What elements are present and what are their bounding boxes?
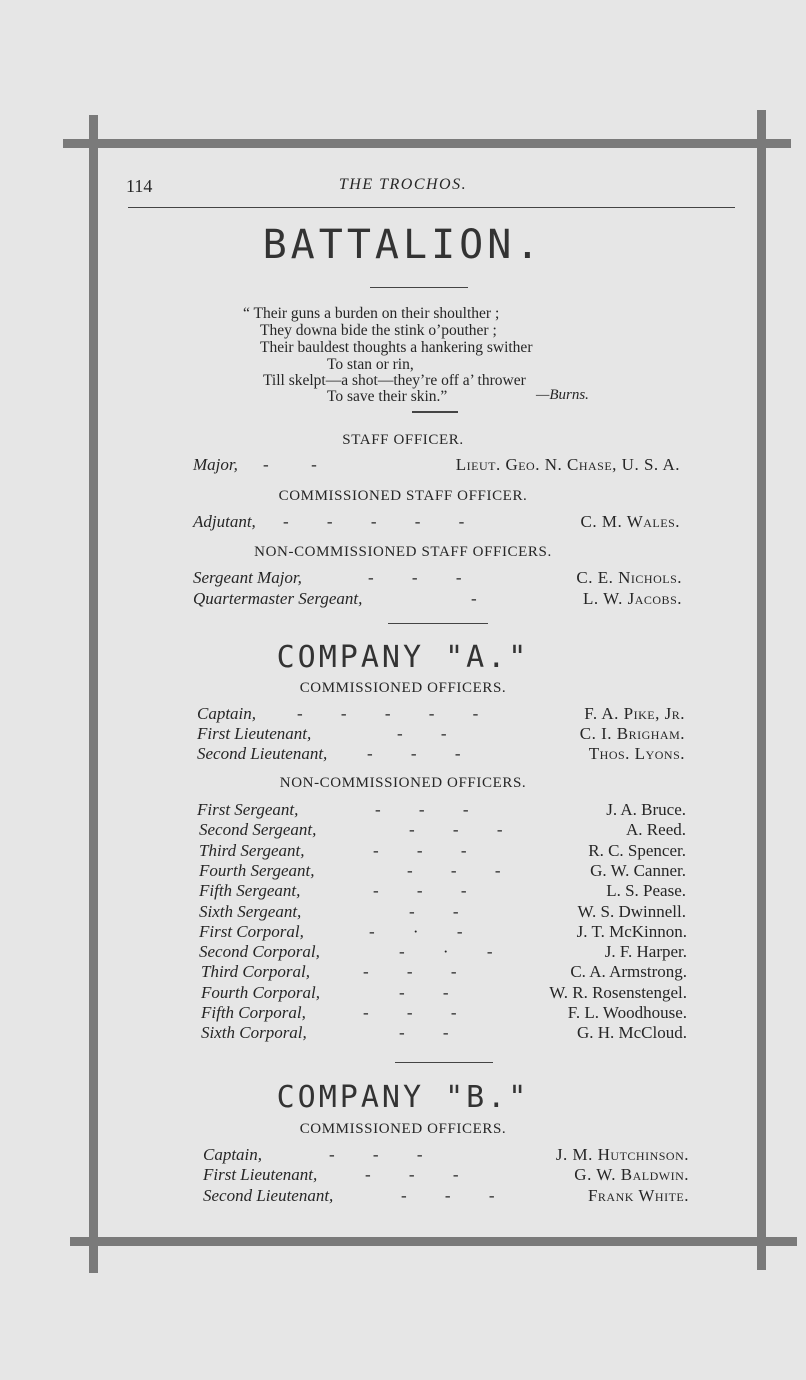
officer-name: Frank White. (587, 1186, 689, 1205)
officer-row (199, 902, 686, 922)
leader-dashes: - - - (367, 744, 461, 763)
company-a-title: COMPANY "A." (276, 640, 530, 675)
staff-officer-heading: STAFF OFFICER. (342, 432, 464, 448)
leader-dashes: - - (263, 455, 317, 474)
officer-name: R. C. Spencer. (588, 841, 686, 860)
officer-role: First Lieutenant, (203, 1165, 318, 1184)
officer-row (201, 983, 687, 1003)
officer-role: Second Lieutenant, (197, 744, 328, 763)
officer-row (199, 942, 687, 962)
epigraph-line: Their bauldest thoughts a hankering swither (260, 339, 533, 356)
frame-top-bar (63, 139, 791, 148)
commissioned-staff-heading: COMMISSIONED STAFF OFFICER. (278, 488, 528, 504)
officer-row (193, 512, 680, 532)
leader-dashes: - - - (363, 962, 457, 981)
officer-name: F. A. Pike, Jr. (584, 704, 685, 723)
officer-role: Major, (193, 455, 238, 474)
epigraph-line: They downa bide the stink o’pouther ; (260, 322, 497, 339)
company-a-noncom-heading: NON-COMMISSIONED OFFICERS. (279, 775, 527, 791)
company-a-commissioned-heading: COMMISSIONED OFFICERS. (299, 680, 507, 696)
officer-row (199, 820, 686, 840)
leader-dashes: - - - (368, 568, 462, 587)
officer-name: J. A. Bruce. (606, 800, 686, 819)
officer-name: A. Reed. (626, 820, 686, 839)
officer-row (203, 1186, 689, 1206)
leader-dashes: - - - - - (283, 512, 465, 531)
officer-row (197, 724, 685, 744)
frame-bottom-bar (70, 1237, 797, 1246)
officer-role: Second Corporal, (199, 942, 320, 961)
officer-name: L. W. Jacobs. (583, 589, 682, 608)
epigraph-attribution: —Burns. (536, 387, 589, 403)
leader-dashes: - · - (369, 922, 463, 941)
officer-name: F. L. Woodhouse. (567, 1003, 687, 1022)
officer-role: Fourth Sergeant, (199, 861, 315, 880)
officer-role: Second Lieutenant, (203, 1186, 334, 1205)
officer-row (199, 922, 687, 942)
epigraph-divider (412, 411, 458, 413)
noncom-staff-heading: NON-COMMISSIONED STAFF OFFICERS. (254, 544, 552, 560)
leader-dashes: - - - (409, 820, 503, 839)
leader-dashes: - - - - - (297, 704, 479, 723)
officer-name: G. H. McCloud. (576, 1023, 687, 1042)
epigraph-line: To save their skin.” (327, 388, 448, 405)
officer-row (199, 861, 686, 881)
officer-row (203, 1145, 689, 1165)
officer-name: G. W. Baldwin. (574, 1165, 689, 1184)
officer-row (201, 962, 687, 982)
officer-name: W. S. Dwinnell. (577, 902, 686, 921)
epigraph-line: “ Their guns a burden on their shoulther ; (243, 305, 500, 322)
officer-name: L. S. Pease. (606, 881, 686, 900)
officer-name: C. I. Brigham. (579, 724, 685, 743)
officer-name: G. W. Canner. (590, 861, 686, 880)
leader-dashes: - - - (401, 1186, 495, 1205)
officer-name: J. F. Harper. (604, 942, 687, 961)
officer-name: W. R. Rosenstengel. (549, 983, 687, 1002)
officer-row (197, 704, 685, 724)
officer-role: Third Corporal, (201, 962, 310, 981)
page-number: 114 (126, 176, 153, 196)
leader-dashes: - - - (365, 1165, 459, 1184)
leader-dashes: - - - (407, 861, 501, 880)
header-rule (128, 207, 735, 208)
company-b-title: COMPANY "B." (276, 1080, 530, 1115)
officer-name: Thos. Lyons. (588, 744, 685, 763)
leader-dashes: - - - (373, 881, 467, 900)
page-title: BATTALION. (262, 222, 544, 268)
title-divider (370, 287, 468, 288)
officer-role: Fifth Corporal, (201, 1003, 306, 1022)
officer-role: Third Sergeant, (199, 841, 305, 860)
leader-dashes: - - - (329, 1145, 423, 1164)
section-divider (388, 623, 488, 624)
officer-role: Second Sergeant, (199, 820, 317, 839)
section-divider (395, 1062, 493, 1063)
leader-dashes: - - (409, 902, 459, 921)
epigraph-line: Till skelpt—a shot—they’re off a’ thrower (263, 372, 526, 389)
officer-row (201, 1023, 687, 1043)
officer-row (197, 744, 685, 764)
leader-dashes: - - - (375, 800, 469, 819)
officer-role: First Corporal, (199, 922, 304, 941)
officer-role: First Sergeant, (197, 800, 299, 819)
officer-role: First Lieutenant, (197, 724, 312, 743)
officer-name: C. A. Armstrong. (570, 962, 687, 981)
officer-name: Lieut. Geo. N. Chase, U. S. A. (455, 455, 680, 474)
officer-role: Sixth Sergeant, (199, 902, 302, 921)
officer-row (199, 881, 686, 901)
epigraph-line: To stan or rin, (327, 356, 414, 373)
leader-dashes: - - (397, 724, 447, 743)
officer-role: Adjutant, (193, 512, 256, 531)
leader-dashes: - - (399, 983, 449, 1002)
officer-role: Fourth Corporal, (201, 983, 321, 1002)
officer-role: Quartermaster Sergeant, (193, 589, 363, 608)
officer-row (193, 589, 682, 609)
officer-role: Fifth Sergeant, (199, 881, 301, 900)
officer-role: Sixth Corporal, (201, 1023, 307, 1042)
officer-role: Captain, (203, 1145, 263, 1164)
officer-row (199, 841, 686, 861)
officer-name: J. M. Hutchinson. (555, 1145, 689, 1164)
officer-name: C. M. Wales. (580, 512, 680, 531)
officer-role: Sergeant Major, (193, 568, 302, 587)
officer-row (203, 1165, 689, 1185)
officer-name: J. T. McKinnon. (576, 922, 687, 941)
officer-row (197, 800, 686, 820)
officer-row (193, 455, 680, 475)
leader-dashes: - - (399, 1023, 449, 1042)
company-b-commissioned-heading: COMMISSIONED OFFICERS. (299, 1121, 507, 1137)
officer-name: C. E. Nichols. (576, 568, 682, 587)
officer-role: Captain, (197, 704, 257, 723)
leader-dashes: - · - (399, 942, 493, 961)
officer-row (193, 568, 682, 588)
officer-row (201, 1003, 687, 1023)
leader-dashes: - - - (363, 1003, 457, 1022)
running-title: THE TROCHOS. (338, 176, 468, 193)
leader-dashes: - - - (373, 841, 467, 860)
leader-dashes: - (471, 589, 477, 608)
